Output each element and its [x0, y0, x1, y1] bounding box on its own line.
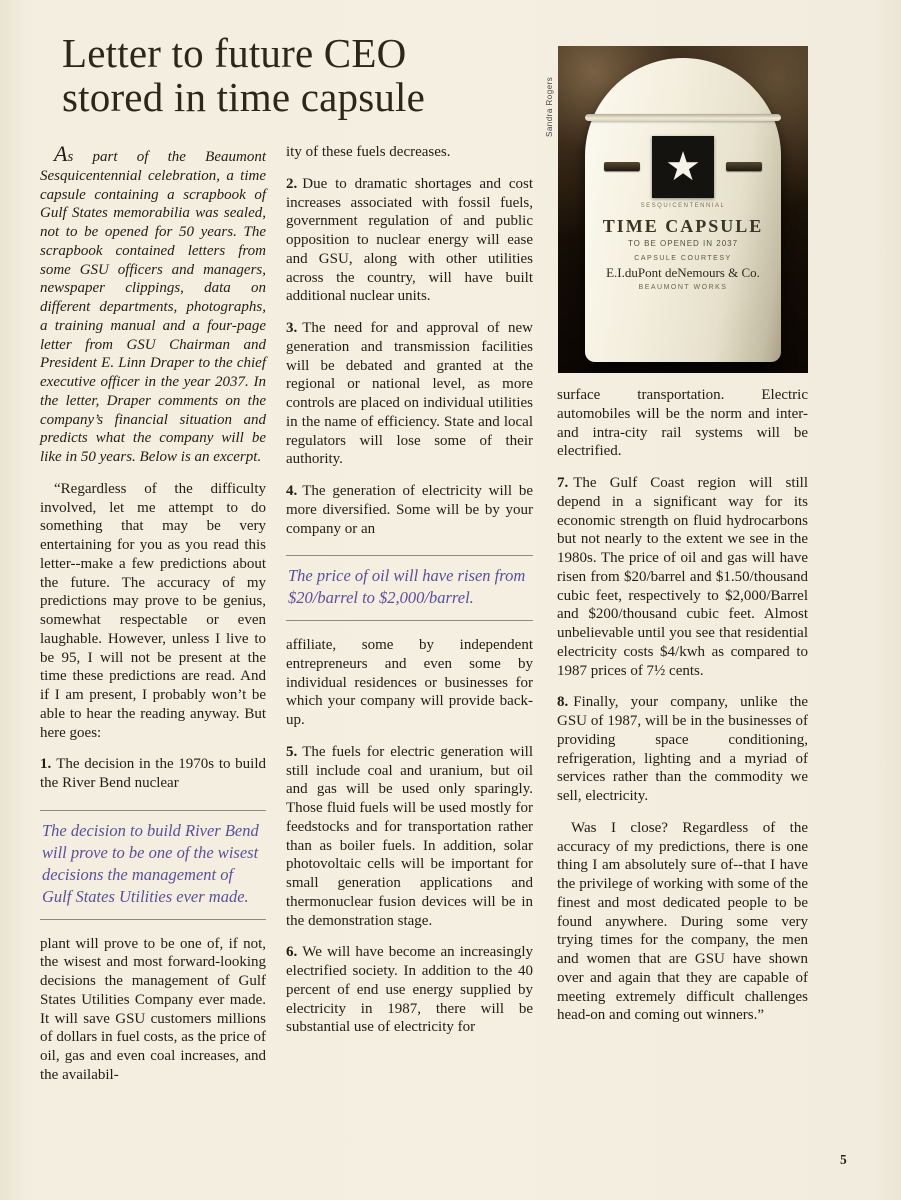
intro-paragraph — [40, 143, 266, 467]
continuation-paragraph-2: ity of these fuels decreases. — [286, 144, 451, 160]
title-line-2: stored in time capsule — [62, 73, 426, 120]
sesquicentennial-label: SESQUICENTENNIAL — [640, 203, 726, 209]
item-3-text: The need for and approval of new generation and transmission facilities will be debated and granted at the regional or national level, as more controls are placed on individual utilities in the name of efficiency. State and local regulators will lose some of their authority. — [286, 320, 533, 468]
item-2-number: 2. — [286, 175, 298, 192]
item-1-text: The decision in the 1970s to build the River Bend nuclear — [40, 756, 266, 791]
pullquote-river-bend: The decision to build River Bend will prove to be one of the wisest decisions the management of Gulf States Utilities ever made. — [40, 810, 266, 920]
title-line-1: Letter to future CEO — [62, 30, 407, 76]
intro-text: s part of the Beaumont Sesquicentennial celebration, a time capsule containing a scrapbook of Gulf States memorabilia was sealed, not to be opened for 50 years. The scrapbook contained letters from some GSU officers and managers, newspaper clippings, data on different departments, photographs, a training manual and a four-page letter from GSU Chairman and President E. Linn Draper to the chief executive officer in the year 2037. In the letter, Draper comments on the company’s financial situation and predicts what the company will be like in 50 years. Below is an excerpt. — [40, 149, 266, 465]
item-7-text: The Gulf Coast region will still depend in a significant way for its economic strength on fluid hydrocarbons but not nearly to the extent we see in the 1980s. The price of oil and gas will have risen from $20/barrel and $1.50/thousand cubic feet, respectively to $2,000/Barrel and $200/thousand cubic feet. Almost unbelievable until you see that residential electricity costs $4/kwh as compared to 1987 prices of 7½ cents. — [557, 475, 808, 679]
continuation-paragraph-4: surface transportation. Electric automobiles will be the norm and inter- and intra-city rail systems will be electrified. — [557, 387, 808, 460]
text-column-3 — [557, 386, 808, 1038]
numbered-item-7 — [557, 474, 808, 680]
numbered-item-4 — [286, 482, 533, 538]
capsule-handle-left — [604, 162, 640, 171]
item-6-number: 6. — [286, 944, 298, 961]
capsule-handle-right — [726, 162, 762, 171]
time-capsule-photo — [558, 46, 808, 373]
numbered-item-5 — [286, 743, 533, 931]
numbered-item-2 — [286, 175, 533, 306]
item-6-text: We will have become an increasingly electrified society. In addition to the 40 percent of end use energy supplied by electricity in 1987, there will be substantial use of electricity for — [286, 944, 533, 1036]
item-3-number: 3. — [286, 320, 298, 336]
capsule-emblem — [652, 136, 714, 198]
excerpt-opening-paragraph: “Regardless of the difficulty involved, let me attempt to do something that may be very entertaining for you as you read this letter--make a few predictions about the future. The accuracy of my predictions may prove to be genius, somewhat respectable or even laughable. However, unless I live to be 95, I will not be present at the time these predictions are read. And if I am present, I probably won’t be able to hear the reading anyway. But here goes: — [40, 480, 266, 741]
item-4-number: 4. — [286, 483, 298, 499]
star-icon: ★ — [665, 144, 701, 190]
star-panel — [652, 136, 714, 198]
capsule-title-label: TIME CAPSULE — [602, 216, 764, 236]
item-1-number: 1. — [40, 756, 52, 773]
numbered-item-1 — [40, 755, 266, 793]
item-5-text: The fuels for electric generation will still include coal and uranium, but oil and gas will be used only sparingly. Those fluid fuels will be used mostly for feedstocks and for transportation rather than as boiler fuels. In addition, solar photovoltaic cells will be important for small generation applications and thermonuclear fusion devices will be in the demonstration stage. — [286, 743, 533, 929]
continuation-paragraph-3: affiliate, some by independent entrepreneurs and even some by individual residences or businesses for which your company will provide back-up. — [286, 637, 533, 729]
item-8-number: 8. — [557, 694, 569, 711]
article-title — [62, 32, 425, 120]
capsule-courtesy-label: CAPSULE COURTESY — [634, 255, 732, 262]
item-8-text: Finally, your company, unlike the GSU of 1987, will be in the businesses of providing space conditioning, refrigeration, lighting and a myriad of services rather than the commodity we sell, electricity. — [557, 694, 808, 804]
capsule-works-label: BEAUMONT WORKS — [638, 284, 728, 291]
closing-paragraph: Was I close? Regardless of the accuracy of my predictions, there is one thing I am absolutely sure of--that I have the privilege of working with some of the finest and most dedicated people to be found anywhere. During some very trying times for the company, the men and women that are GSU have shown over and again that they are capable of meeting extremely difficult challenges head-on and coming out winners.” — [557, 819, 808, 1024]
item-5-number: 5. — [286, 743, 298, 760]
numbered-item-3 — [286, 319, 533, 469]
item-2-text: Due to dramatic shortages and cost increases associated with fossil fuels, government regulation of and public opposition to nuclear energy will ease and GSU, along with other utilities across the country, will have built additional nuclear units. — [286, 175, 533, 305]
numbered-item-6 — [286, 943, 533, 1037]
text-column-2 — [286, 143, 533, 1050]
item-7-number: 7. — [557, 475, 569, 491]
continuation-paragraph-1: plant will prove to be one of, if not, the wisest and most forward-looking decisions the management of Gulf States Utilities Company ever made. It will save GSU customers millions of dollars in fuel costs, as the price of oil, gas and even coal increases, and the availabil- — [40, 935, 266, 1083]
capsule-lid-seam — [585, 114, 781, 121]
lead-cap: A — [54, 141, 68, 166]
capsule-company-label: E.I.duPont deNemours & Co. — [606, 265, 760, 280]
text-column-1 — [40, 143, 266, 1098]
pullquote-oil-price: The price of oil will have risen from $20/barrel to $2,000/barrel. — [286, 555, 533, 621]
item-4-text: The generation of electricity will be more diversified. Some will be by your company or an — [286, 483, 533, 537]
numbered-item-8 — [557, 693, 808, 806]
photo-credit: Sandra Rogers — [545, 76, 554, 137]
time-capsule — [585, 58, 781, 362]
page-number: 5 — [840, 1152, 847, 1167]
capsule-opened-label: TO BE OPENED IN 2037 — [627, 239, 739, 248]
